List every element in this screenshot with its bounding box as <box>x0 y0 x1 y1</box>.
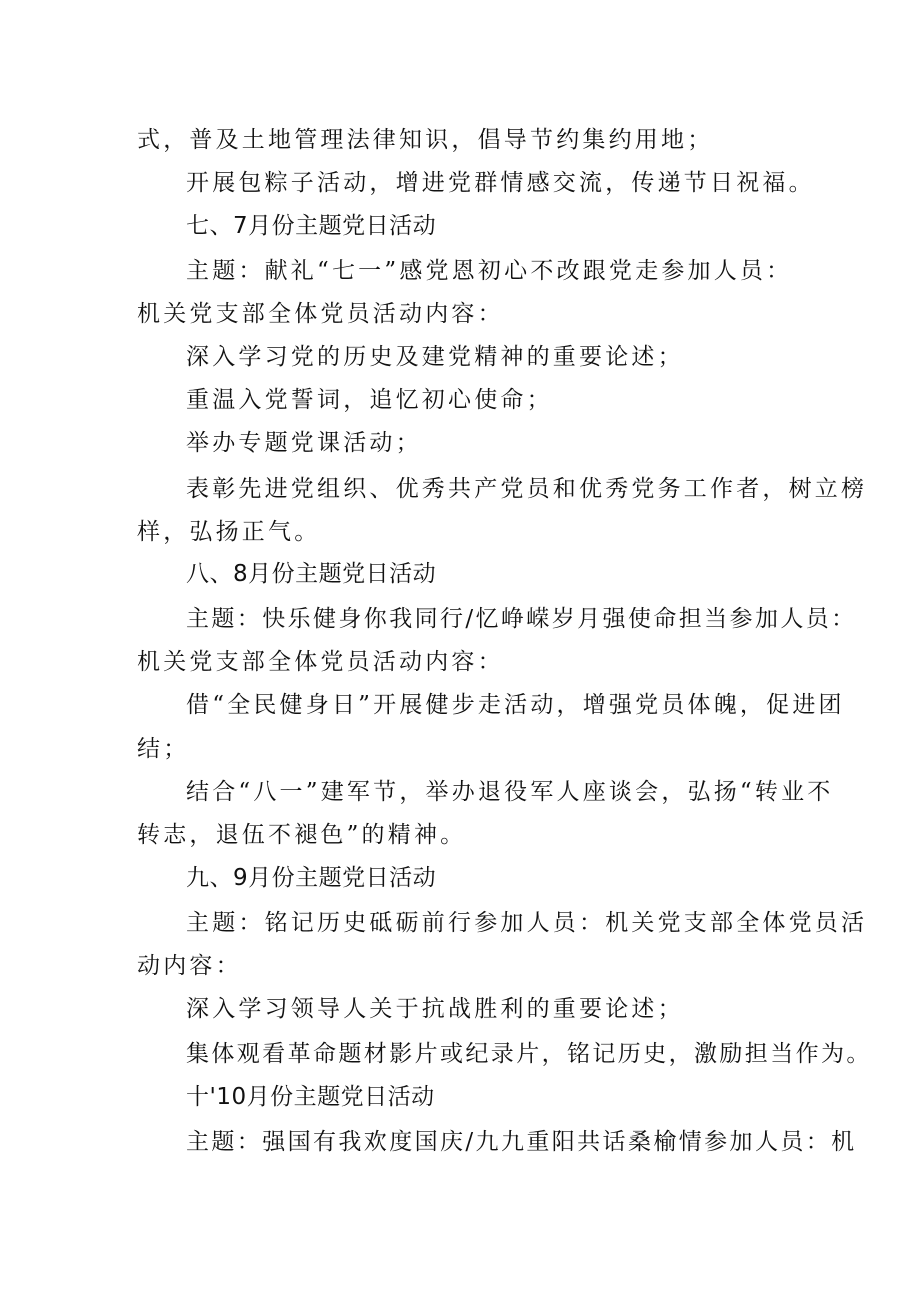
body-line: 借“全民健身日”开展健步走活动，增强党员体魄，促进团 <box>186 692 845 718</box>
section-heading-august: 八、8月份主题党日活动 <box>186 561 437 587</box>
body-line: 主题：献礼“七一”感党恩初心不改跟党走参加人员： <box>186 258 793 284</box>
section-heading-september: 九、9月份主题党日活动 <box>186 865 437 891</box>
body-line: 深入学习领导人关于抗战胜利的重要论述； <box>186 996 684 1022</box>
body-line: 转志，退伍不褪色”的精神。 <box>137 822 467 848</box>
body-line: 主题：铭记历史砥砺前行参加人员：机关党支部全体党员活 <box>186 910 868 936</box>
body-line: 开展包粽子活动，增进党群情感交流，传递节日祝福。 <box>186 170 815 196</box>
body-line: 样，弘扬正气。 <box>137 519 321 545</box>
body-line: 表彰先进党组织、优秀共产党员和优秀党务工作者，树立榜 <box>186 476 868 502</box>
body-line: 集体观看革命题材影片或纪录片，铭记历史，激励担当作为。 <box>186 1041 872 1067</box>
body-line: 机关党支部全体党员活动内容： <box>137 301 504 327</box>
body-line: 机关党支部全体党员活动内容： <box>137 649 504 675</box>
body-line: 深入学习党的历史及建党精神的重要论述； <box>186 344 684 370</box>
body-line: 式，普及土地管理法律知识，倡导节约集约用地； <box>137 127 714 153</box>
section-heading-october: 十'10月份主题党日活动 <box>186 1084 435 1110</box>
body-line: 重温入党誓词，追忆初心使命； <box>186 387 553 413</box>
body-line: 主题：强国有我欢度国庆/九九重阳共话桑榆情参加人员：机 <box>186 1129 857 1155</box>
body-line: 举办专题党课活动； <box>186 430 422 456</box>
body-line: 结合“八一”建军节，举办退役军人座谈会，弘扬“转业不 <box>186 779 834 805</box>
section-heading-july: 七、7月份主题党日活动 <box>186 213 437 239</box>
body-line: 主题：快乐健身你我同行/忆峥嵘岁月强使命担当参加人员： <box>186 606 857 632</box>
body-line: 结； <box>137 736 190 762</box>
body-line: 动内容： <box>137 953 242 979</box>
